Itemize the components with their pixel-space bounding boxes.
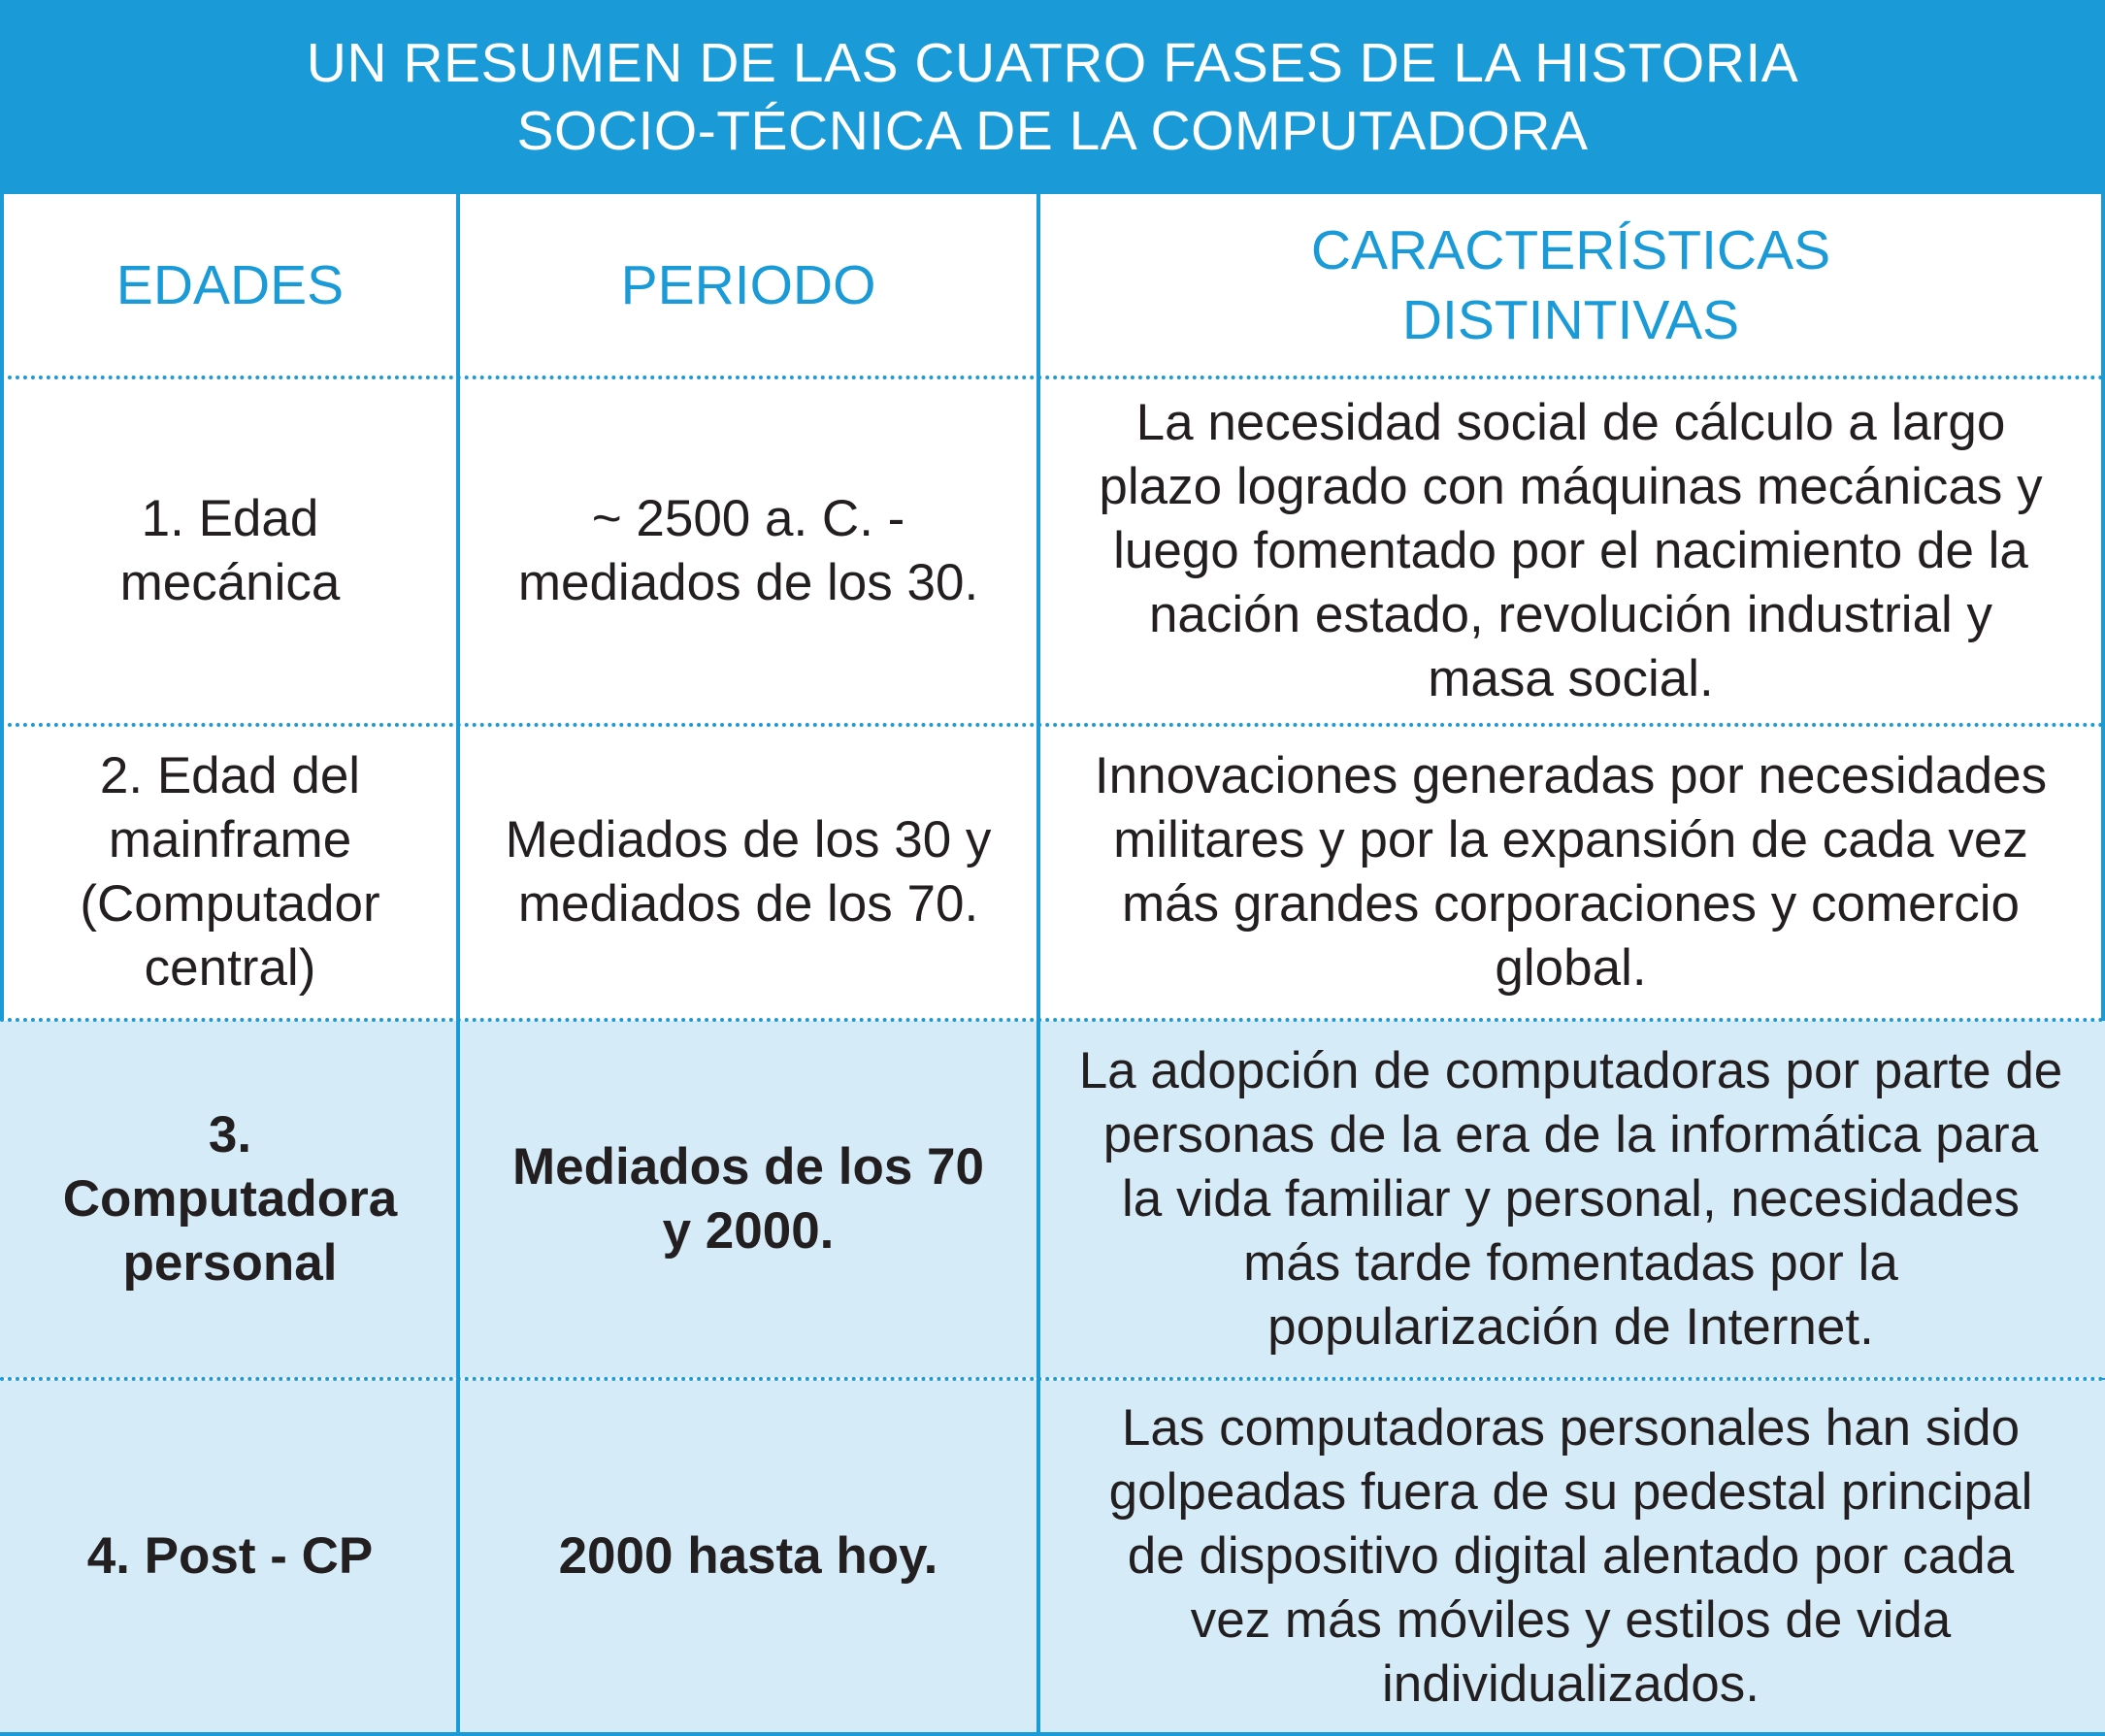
table-title [0, 0, 2105, 194]
table-row [0, 1380, 2105, 1732]
cell-periodo: Mediados de los 30 y mediados de los 70. [505, 811, 992, 933]
row-divider [0, 1018, 2105, 1022]
cell-edad: 4. Post - CP [86, 1526, 374, 1585]
header-row [0, 194, 2105, 377]
header-caracteristicas: CARACTERÍSTICAS DISTINTIVAS [1310, 219, 1831, 351]
title-line-2: SOCIO-TÉCNICA DE LA COMPUTADORA [516, 100, 1589, 162]
cell-caracteristicas: Las computadoras personales han sido golpeadas fuera de su pedestal principal de dispositivo digital alentado por cada vez más móviles y estilos de vida individualizados. [1108, 1398, 2033, 1713]
table-row [0, 726, 2105, 1019]
title-line-1: UN RESUMEN DE LAS CUATRO FASES DE LA HISTORIA [306, 32, 1799, 94]
cell-edad: 1. Edad mecánica [119, 490, 341, 611]
cell-periodo: Mediados de los 70 y 2000. [512, 1138, 984, 1260]
cell-edad: 2. Edad del mainframe (Computador central) [80, 747, 380, 997]
table-row [0, 378, 2105, 724]
header-periodo: PERIODO [620, 254, 876, 316]
cell-caracteristicas: La adopción de computadoras por parte de personas de la era de la informática para la vida familiar y personal, necesidades más tarde fomentadas por la popularización de Internet. [1078, 1042, 2063, 1356]
column-divider [1036, 194, 1040, 1736]
row-divider [0, 376, 2105, 379]
cell-periodo: ~ 2500 a. C. - mediados de los 30. [517, 490, 979, 611]
cell-caracteristicas: Innovaciones generadas por necesidades militares y por la expansión de cada vez más grandes corporaciones y comercio global. [1094, 747, 2048, 997]
cell-periodo: 2000 hasta hoy. [558, 1526, 938, 1585]
header-edades: EDADES [115, 254, 345, 316]
table-row [0, 1021, 2105, 1378]
phases-table [0, 194, 2105, 1736]
column-divider [456, 194, 460, 1736]
cell-edad: 3. Computadora personal [62, 1106, 398, 1292]
row-divider [0, 1377, 2105, 1381]
row-divider [0, 723, 2105, 727]
cell-caracteristicas: La necesidad social de cálculo a largo plazo logrado con máquinas mecánicas y luego fomentado por el nacimiento de la nación estado, revolución industrial y masa social. [1099, 394, 2043, 707]
